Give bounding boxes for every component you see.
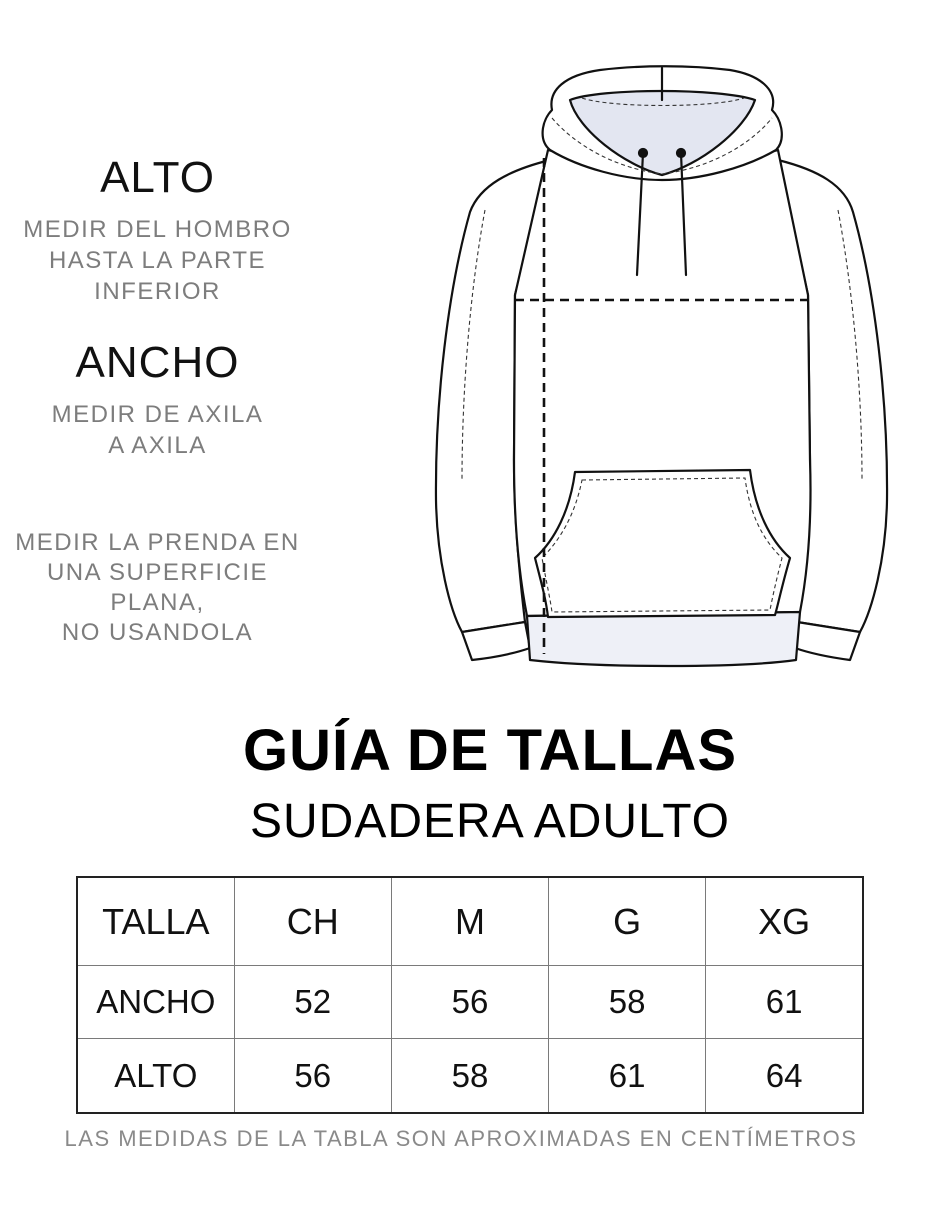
hoodie-icon — [428, 60, 898, 675]
table-header-cell: G — [549, 877, 706, 966]
table-footnote: LAS MEDIDAS DE LA TABLA SON APROXIMADAS EN CENTÍMETROS — [64, 1126, 858, 1151]
alto-description-line: INFERIOR — [94, 278, 221, 305]
measuring-note-line: NO USANDOLA — [61, 619, 254, 646]
table-cell: 56 — [234, 1039, 391, 1113]
table-header-cell: XG — [706, 877, 863, 966]
table-cell: 61 — [549, 1039, 706, 1113]
measuring-note-line: UNA SUPERFICIE PLANA, — [46, 559, 269, 616]
ancho-description — [10, 399, 305, 461]
table-row — [77, 966, 863, 1039]
table-cell: 52 — [234, 966, 391, 1039]
table-cell: 61 — [706, 966, 863, 1039]
size-guide-title: GUÍA DE TALLAS — [242, 718, 738, 783]
table-header-cell: M — [391, 877, 548, 966]
alto-description — [10, 214, 305, 307]
alto-heading: ALTO — [100, 153, 215, 202]
table-cell: 56 — [391, 966, 548, 1039]
ancho-heading: ANCHO — [75, 338, 240, 387]
table-row-label: ANCHO — [77, 966, 234, 1039]
table-header-cell: TALLA — [77, 877, 234, 966]
table-cell: 58 — [391, 1039, 548, 1113]
table-row — [77, 1039, 863, 1113]
table-row-label: ALTO — [77, 1039, 234, 1113]
table-header-row — [77, 877, 863, 966]
ancho-description-line: MEDIR DE AXILA — [51, 401, 264, 428]
alto-description-line: HASTA LA PARTE — [48, 247, 267, 274]
ancho-description-line: A AXILA — [108, 432, 207, 459]
table-header-cell: CH — [234, 877, 391, 966]
alto-description-line: MEDIR DEL HOMBRO — [23, 216, 292, 243]
size-table — [76, 876, 864, 1114]
table-cell: 64 — [706, 1039, 863, 1113]
size-guide-subtitle: SUDADERA ADULTO — [249, 795, 731, 848]
measuring-note — [10, 528, 305, 648]
table-cell: 58 — [549, 966, 706, 1039]
measuring-note-line: MEDIR LA PRENDA EN — [15, 529, 300, 556]
